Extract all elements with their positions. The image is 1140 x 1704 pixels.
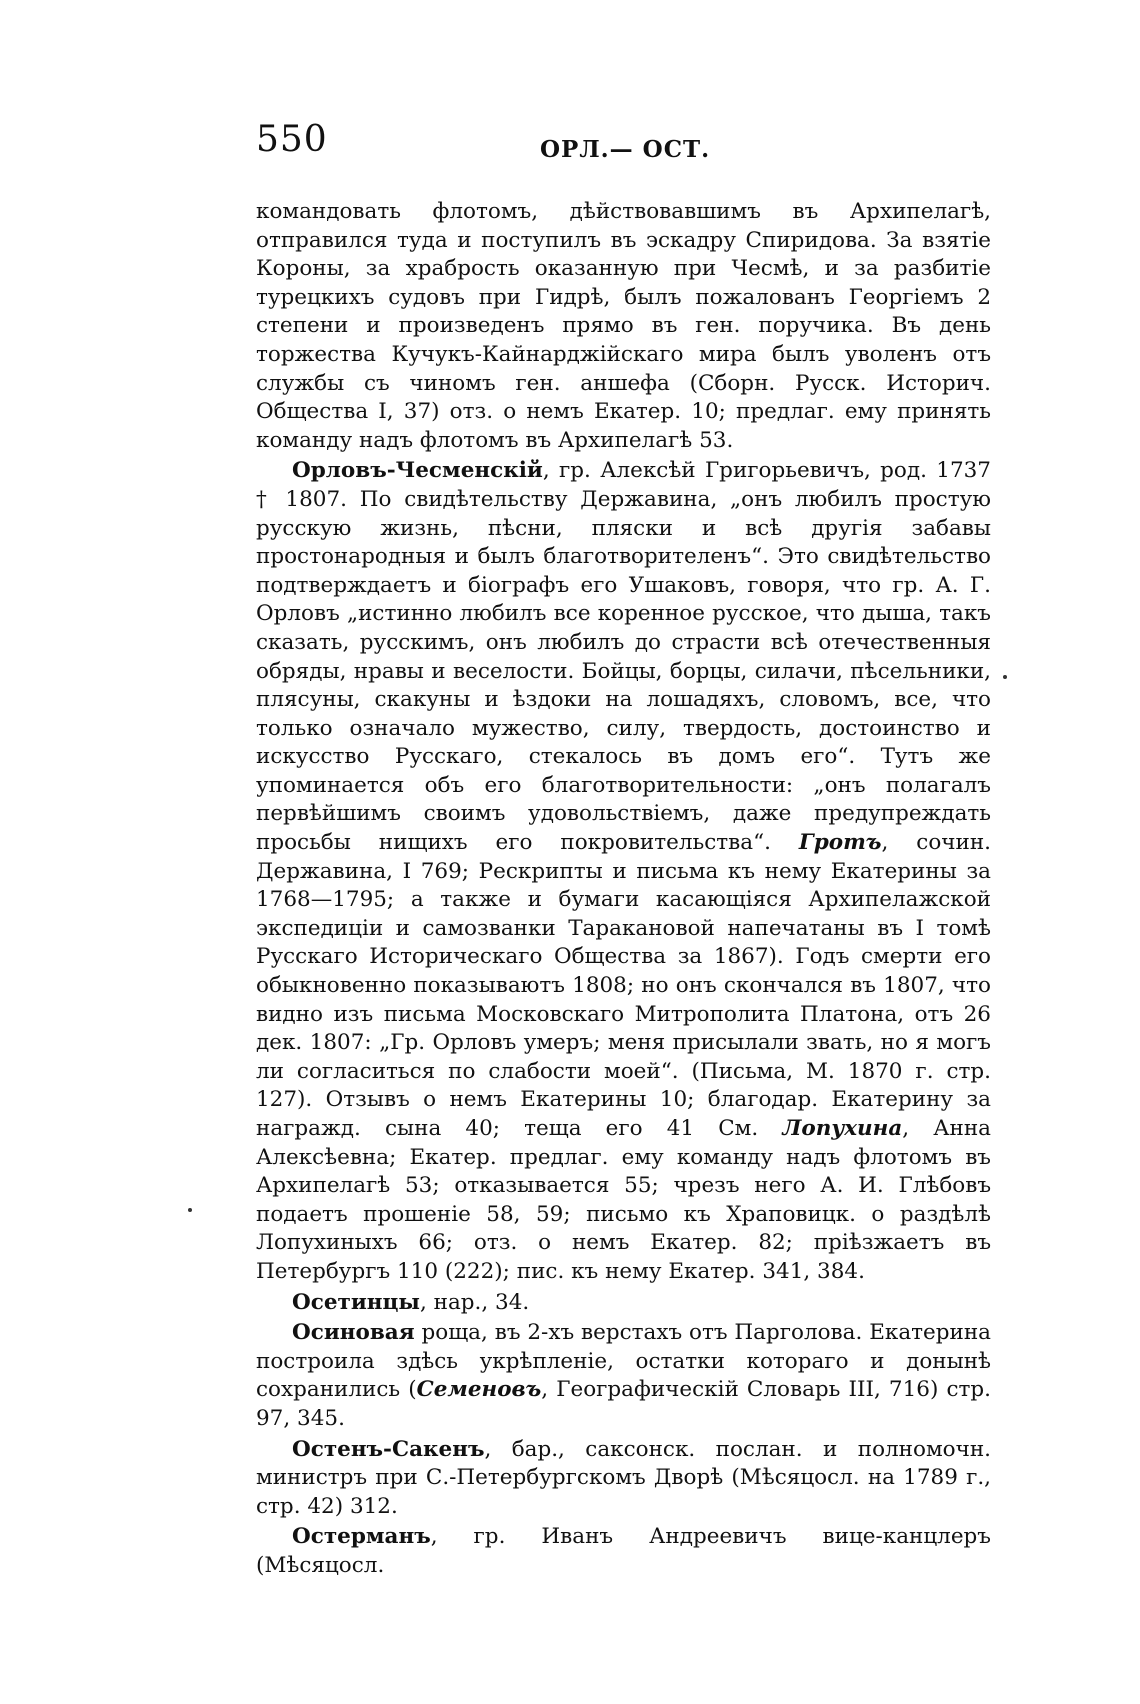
entry-headword: Остерманъ xyxy=(292,1524,431,1550)
entry-headword: Осетинцы xyxy=(292,1289,420,1315)
entry-continuation xyxy=(256,198,991,455)
page-text xyxy=(256,198,991,1581)
entry-text: , нар., 34. xyxy=(419,1289,530,1315)
entry-reference: Семеновъ xyxy=(416,1377,542,1403)
entry-osetintsy xyxy=(256,1289,991,1318)
ink-speck xyxy=(1003,675,1007,679)
entry-text: , бар., саксонск. послан. и полномочн. министръ при С.-Петербургскомъ Дворѣ (Мѣсяцосл. на 1789 г., стр. 42) 312. xyxy=(256,1436,991,1519)
entry-reference: Лопухина xyxy=(782,1116,903,1141)
ink-speck xyxy=(188,1208,192,1212)
entry-text: роща, въ 2-хъ верстахъ отъ Парголова. Екатерина построила здѣсь укрѣпленіе, остатки котораго и донынѣ сохранились ( xyxy=(256,1320,991,1403)
entry-text: командовать флотомъ, дѣйствовавшимъ въ Архипелагѣ, отправился туда и поступилъ въ эскадру Спиридова. За взятіе Короны, за храбрость оказанную при Чесмѣ, и за разбитіе турецкихъ судовъ при Гидрѣ, былъ пожалованъ Георгіемъ 2 степени и произведенъ прямо въ ген. поручика. Въ день торжества Кучукъ-Кайнарджійскаго мира былъ уволенъ отъ службы съ чиномъ ген. аншефа (Сборн. Русск. Историч. Общества I, 37) отз. о немъ Екатер. 10; предлаг. ему принять команду надъ флотомъ въ Архипелагѣ 53. xyxy=(256,199,991,453)
entry-osterman xyxy=(256,1523,991,1580)
entry-text: , гр. Иванъ Андреевичъ вице-канцлеръ (Мѣсяцосл. xyxy=(256,1524,991,1578)
running-head: ОРЛ.— ОСТ. xyxy=(540,136,711,163)
entry-text: , Анна Алексѣевна; Екатер. предлаг. ему команду надъ флотомъ въ Архипелагѣ 53; отказывается 55; чрезъ него А. И. Глѣбовъ подаетъ прошеніе 58, 59; письмо къ Храповицк. о раздѣлѣ Лопухиныхъ 66; отз. о немъ Екатер. 82; пріѣзжаетъ въ Петербургъ 110 (222); пис. къ нему Екатер. 341, 384. xyxy=(256,1116,991,1284)
page-number: 550 xyxy=(256,119,328,160)
entry-reference: Гротъ xyxy=(798,830,882,856)
entry-text: , Географическій Словарь III, 716) стр. 97, 345. xyxy=(256,1377,992,1431)
entry-text: , сочин. Державина, I 769; Рескрипты и письма къ нему Екатерины за 1768—1795; а также и бумаги касающіяся Архипелажской экспедиціи и самозванки Таракановой напечатаны въ I томѣ Русскаго Историческаго Общества за 1867). Годъ смерти его обыкновенно показываютъ 1808; но онъ скончался въ 1807, что видно изъ письма Московскаго Митрополита Платона, отъ 26 дек. 1807: „Гр. Орловъ умеръ; меня присылали звать, но я могъ ли согласиться по слабости моей“. (Письма, М. 1870 г. стр. 127). Отзывъ о немъ Екатерины 10; благодар. Екатерину за награжд. сына 40; теща его 41 См. xyxy=(256,830,991,1141)
entry-orlov-chesmensky xyxy=(256,457,991,1286)
entry-osinovaya xyxy=(256,1319,991,1433)
entry-headword: Остенъ-Сакенъ xyxy=(292,1436,485,1462)
entry-osten-saken xyxy=(256,1436,991,1522)
entry-text: , гр. Алексѣй Григорьевичъ, род. 1737 † 1807. По свидѣтельству Державина, „онъ любилъ простую русскую жизнь, пѣсни, пляски и всѣ другія забавы простонародныя и былъ благотворителенъ“. Это свидѣтельство подтверждаетъ и біографъ его Ушаковъ, говоря, что гр. А. Г. Орловъ „истинно любилъ все коренное русское, что дыша, такъ сказать, русскимъ, онъ любилъ до страсти всѣ отечественныя обряды, нравы и веселости. Бойцы, борцы, силачи, пѣсельники, плясуны, скакуны и ѣздоки на лошадяхъ, словомъ, все, что только означало мужество, силу, твердость, достоинство и искусство Русскаго, стекалось въ домъ его“. Тутъ же упоминается объ его благотворительности: „онъ полагалъ первѣйшимъ своимъ удовольствіемъ, даже предупреждать просьбы нищихъ его покровительства“. xyxy=(256,458,991,856)
entry-headword: Осиновая xyxy=(292,1320,415,1346)
entry-headword: Орловъ-Чесменскій xyxy=(292,458,543,484)
